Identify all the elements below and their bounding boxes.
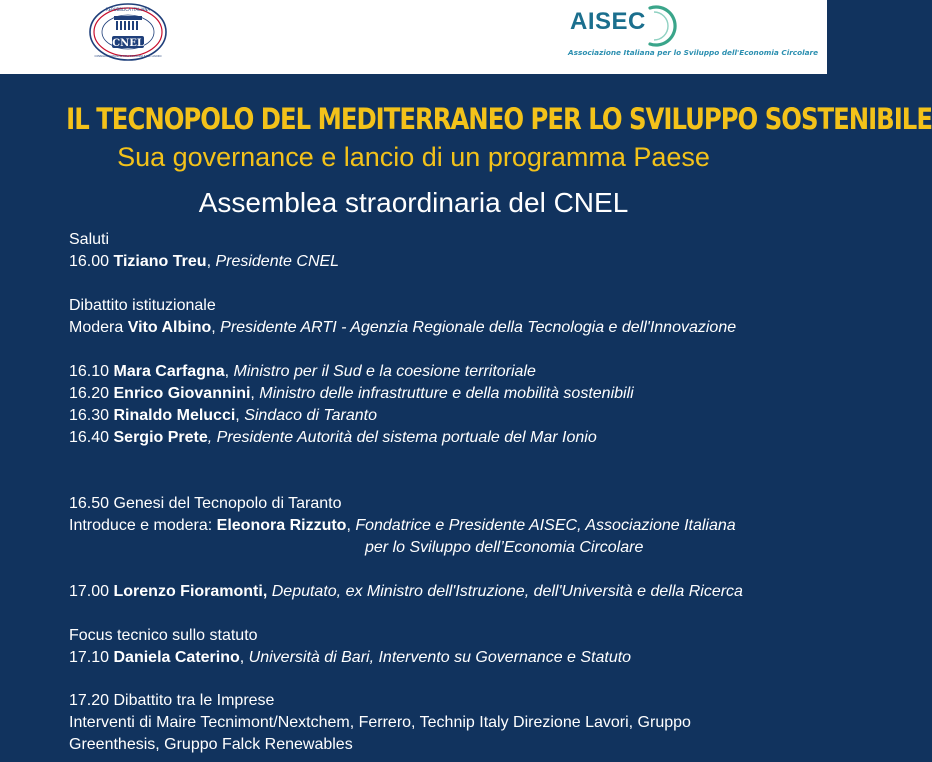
focus-role: Università di Bari, Intervento su Governance e Statuto [248, 649, 632, 666]
cnel-seal-icon [88, 3, 168, 61]
imprese-heading: Dibattito tra le Imprese [113, 692, 275, 709]
imprese-row [69, 690, 274, 712]
genesi-time: 16.50 [69, 495, 110, 512]
speaker-role: Sindaco di Taranto [244, 407, 378, 424]
cnel-logo-name: CNEL [112, 38, 144, 49]
genesi-intro-prefix: Introduce e modera: [69, 517, 213, 534]
speaker-name: Mara Carfagna [113, 363, 225, 380]
fioramonti-time: 17.00 [69, 583, 110, 600]
focus-row: 17.10 Daniela Caterino, Università di Bari, Intervento su Governance e Statuto [69, 649, 632, 666]
header-bar [0, 0, 827, 74]
speaker-role: Ministro per il Sud e la coesione territoriale [233, 363, 536, 380]
aisec-logo-tagline: Associazione Italiana per lo Sviluppo dell'Economia Circolare [568, 48, 819, 57]
dibattito-moderator-prefix: Modera [69, 319, 124, 336]
dibattito-moderator-role: Presidente ARTI - Agenzia Regionale della Tecnologia e dell'Innovazione [220, 319, 737, 336]
cnel-logo-bottom-text: CONSIGLIO NAZIONALE DELL'ECONOMIA E DEL LAVORO [94, 55, 162, 58]
saluti-row: 16.00 Tiziano Treu, Presidente CNEL [69, 253, 340, 270]
speaker-time: 16.30 [69, 407, 110, 424]
saluti-speaker: Tiziano Treu [113, 253, 207, 270]
fioramonti-name: Lorenzo Fioramonti, [113, 583, 268, 600]
cnel-logo-top-text: REPUBBLICA ITALIANA [105, 7, 151, 12]
genesi-heading: Genesi del Tecnopolo di Taranto [113, 495, 342, 512]
event-title: IL TECNOPOLO DEL MEDITERRANEO PER LO SVILUPPO SOSTENIBILE [66, 102, 932, 136]
dibattito-moderator: Vito Albino [127, 319, 212, 336]
speaker-row: 16.40 Sergio Prete, Presidente Autorità del sistema portuale del Mar Ionio [69, 429, 597, 446]
speaker-name: Sergio Prete [113, 429, 208, 446]
genesi-moderator-row: Introduce e modera: Eleonora Rizzuto, Fondatrice e Presidente AISEC, Associazione Italiana [69, 517, 736, 534]
focus-name: Daniela Caterino [113, 649, 240, 666]
saluti-role: Presidente CNEL [215, 253, 340, 270]
aisec-ring-icon [646, 2, 672, 48]
fioramonti-role: Deputato, ex Ministro dell'Istruzione, dell'Università e della Ricerca [271, 583, 743, 600]
genesi-row [69, 493, 342, 515]
assembly-title: Assemblea straordinaria del CNEL [198, 187, 629, 218]
fioramonti-row [69, 581, 743, 603]
saluti-time: 16.00 [69, 253, 110, 270]
event-subtitle: Sua governance e lancio di un programma Paese [117, 142, 710, 172]
genesi-role-line2-row [365, 537, 643, 559]
genesi-moderator: Eleonora Rizzuto [216, 517, 347, 534]
speaker-time: 16.20 [69, 385, 110, 402]
speaker-name: Enrico Giovannini [113, 385, 251, 402]
saluti-heading: Saluti [69, 231, 110, 248]
genesi-role-line2: per lo Sviluppo dell’Economia Circolare [365, 539, 644, 556]
speaker-role: Presidente Autorità del sistema portuale del Mar Ionio [216, 429, 597, 446]
speaker-time: 16.10 [69, 363, 110, 380]
genesi-role-line1: Fondatrice e Presidente AISEC, Associazione Italiana [355, 517, 736, 534]
focus-time: 17.10 [69, 649, 110, 666]
speaker-name: Rinaldo Melucci [113, 407, 236, 424]
dibattito-moderator-row: Modera Vito Albino, Presidente ARTI - Agenzia Regionale della Tecnologia e dell'Innovazione [69, 319, 737, 336]
speaker-row: 16.30 Rinaldo Melucci, Sindaco di Taranto [69, 407, 378, 424]
speaker-row: 16.20 Enrico Giovannini, Ministro delle infrastrutture e della mobilità sostenibili [69, 385, 634, 402]
aisec-logo [568, 2, 819, 64]
speaker-time: 16.40 [69, 429, 110, 446]
dibattito-heading: Dibattito istituzionale [69, 297, 216, 314]
imprese-time: 17.20 [69, 692, 110, 709]
focus-heading: Focus tecnico sullo statuto [69, 627, 258, 644]
imprese-line2: Greenthesis, Gruppo Falck Renewables [69, 736, 353, 753]
imprese-line1: Interventi di Maire Tecnimont/Nextchem, Ferrero, Technip Italy Direzione Lavori, Gruppo [69, 714, 691, 731]
aisec-logo-name: AISEC [570, 8, 646, 35]
speaker-row: 16.10 Mara Carfagna, Ministro per il Sud e la coesione territoriale [69, 363, 536, 380]
speaker-role: Ministro delle infrastrutture e della mobilità sostenibili [259, 385, 634, 402]
